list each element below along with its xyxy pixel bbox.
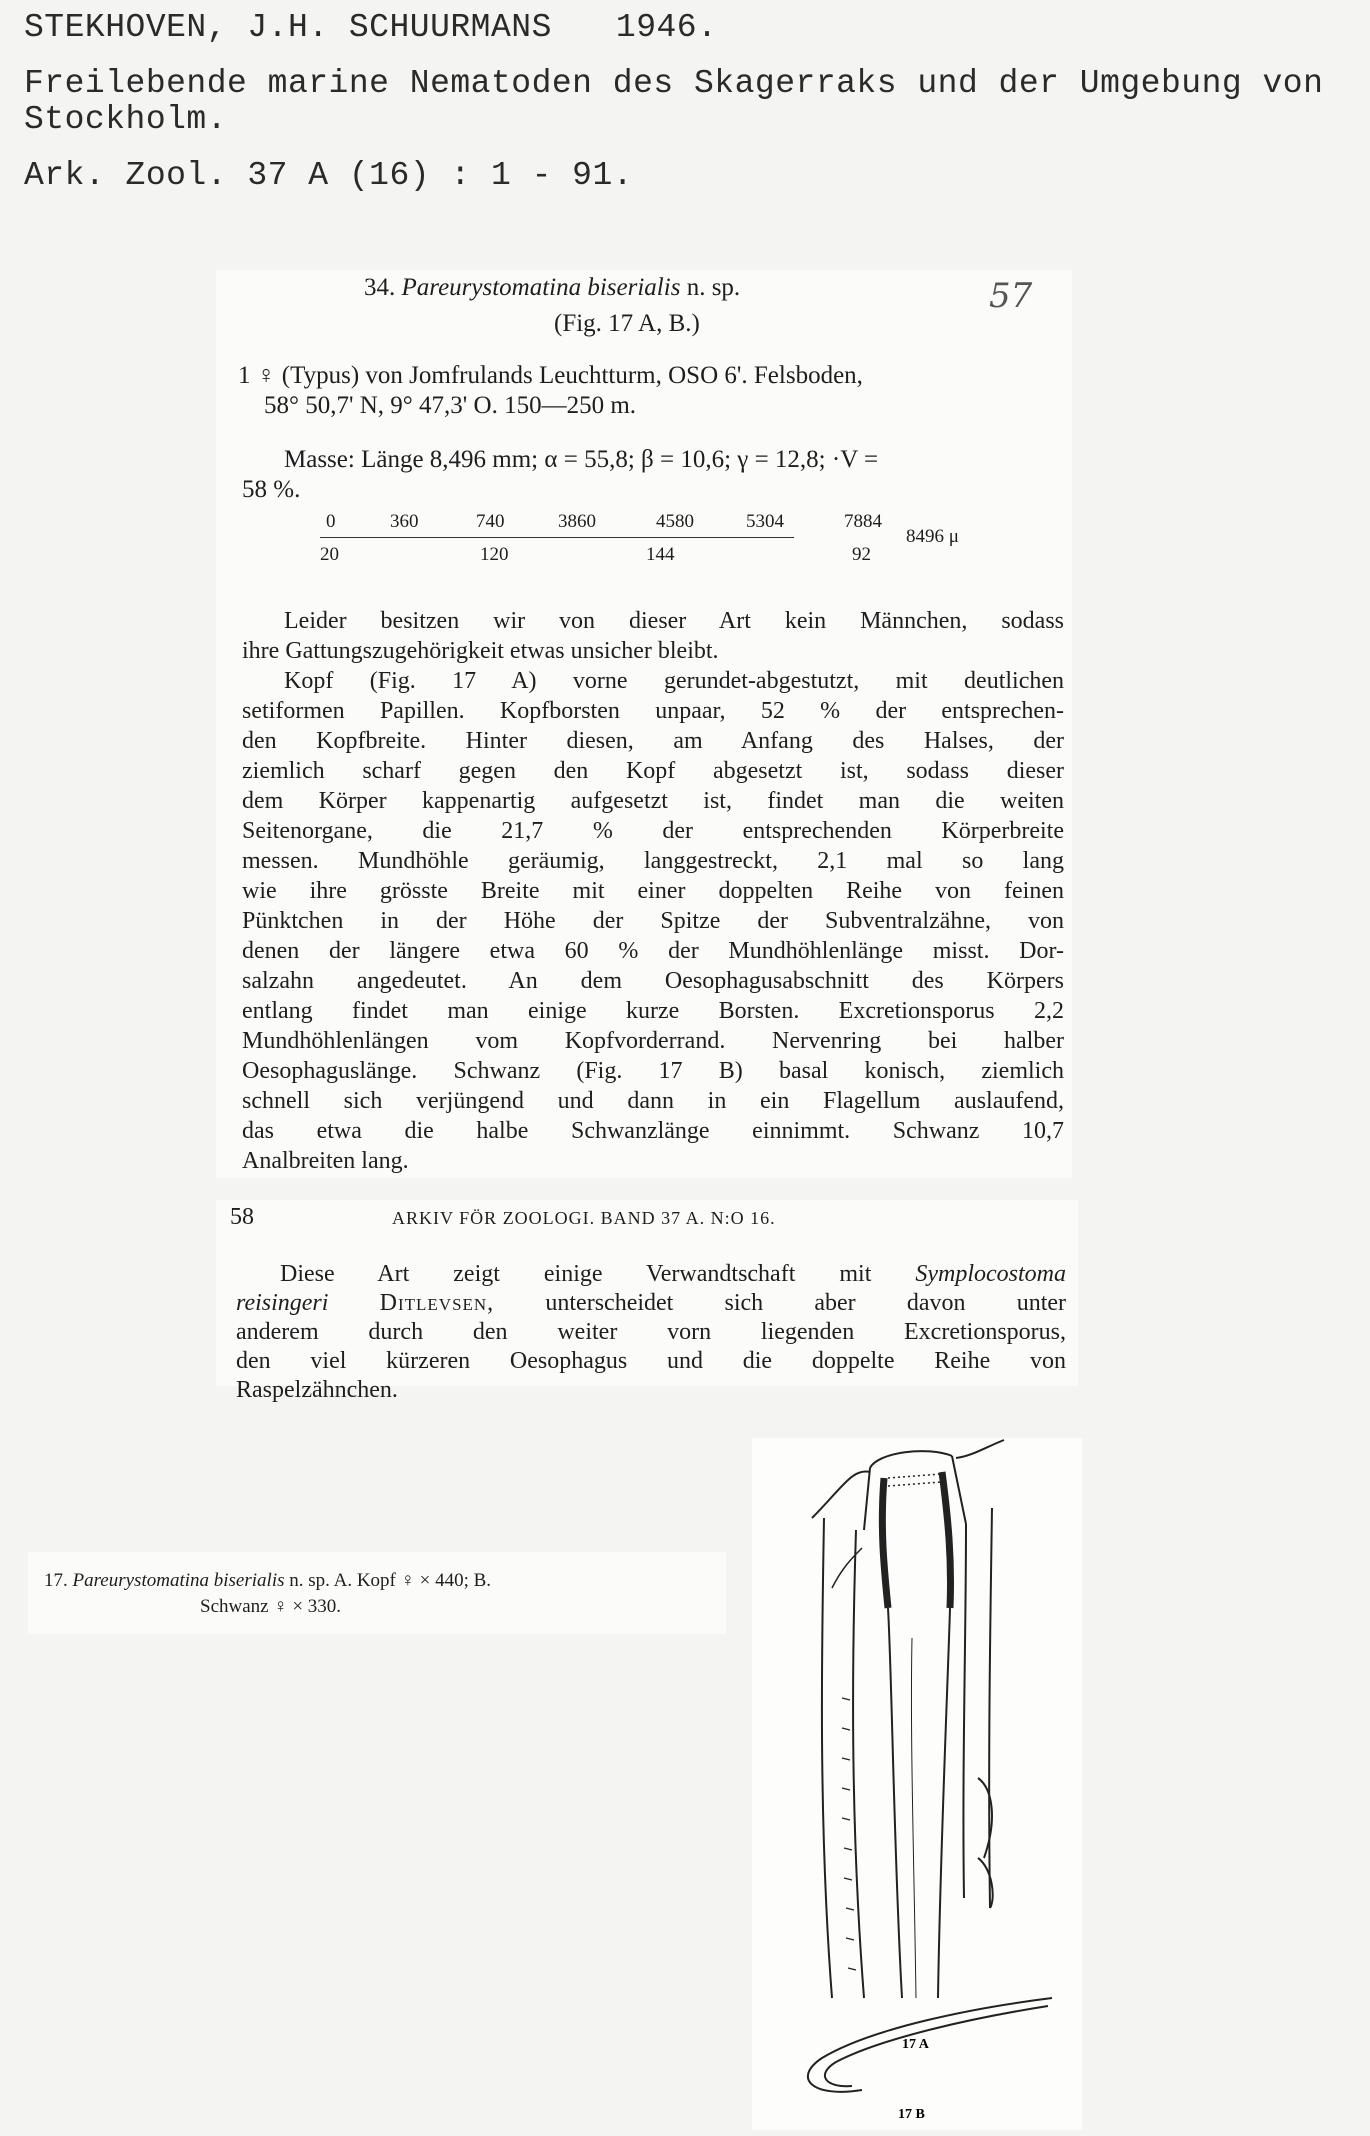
formula-top-value: 0 (326, 511, 336, 532)
paragraph-description (242, 666, 1064, 1176)
head-drawing-17a (812, 1440, 1004, 1998)
formula-top-value: 360 (390, 511, 419, 532)
typed-citation: Ark. Zool. 37 A (16) : 1 - 91. (24, 157, 634, 194)
figure-label-17a: 17 A (902, 2037, 929, 2052)
text-line: salzahn angedeutet. An dem Oesophagusabschnitt des Körpers (242, 968, 1064, 994)
text-line: Pünktchen in der Höhe der Spitze der Subventralzähne, von (242, 908, 1064, 934)
page-number: 58 (230, 1204, 254, 1230)
text-line: dem Körper kappenartig aufgesetzt ist, findet man die weiten (242, 788, 1064, 814)
text-line: Raspelzähnchen. (236, 1377, 398, 1403)
species-suffix: n. sp. (686, 274, 741, 301)
formula-top-value: 5304 (746, 511, 784, 532)
species-number: 34. (364, 274, 396, 301)
typed-title-line-2: Stockholm. (24, 101, 228, 138)
text-line: den Kopfbreite. Hinter diesen, am Anfang des Halses, der (242, 728, 1064, 754)
text-line: entlang findet man einige kurze Borsten. Excretionsporus 2,2 (242, 998, 1064, 1024)
text-line: schnell sich verjüngend und dann in ein Flagellum auslaufend, (242, 1088, 1064, 1114)
text-line: messen. Mundhöhle geräumig, langgestreckt, 2,1 mal so lang (242, 848, 1064, 874)
figure-caption-clipping (28, 1552, 726, 1634)
formula-top-value: 4580 (656, 511, 694, 532)
figure-label-17b: 17 B (898, 2107, 925, 2122)
formula-fraction-bar (320, 537, 794, 538)
formula-bottom-value: 20 (320, 544, 339, 565)
species-description-clipping (216, 270, 1072, 1178)
caption-line-2: Schwanz ♀ × 330. (200, 1596, 342, 1617)
text-line: ziemlich scharf gegen den Kopf abgesetzt ist, sodass dieser (242, 758, 1064, 784)
text-line: denen der längere etwa 60 % der Mundhöhlenlänge misst. Dor- (242, 938, 1064, 964)
locality-line-1: 1 ♀ (Typus) von Jomfrulands Leuchtturm, OSO 6'. Felsboden, (238, 362, 863, 389)
text-line: reisingeri Ditlevsen, unterscheidet sich aber davon unter (236, 1290, 1067, 1316)
typed-authors-line (24, 8, 717, 48)
species-name: Pareurystomatina biserialis (401, 274, 681, 301)
text-line: Diese Art zeigt einige Verwandtschaft mit Symplocostoma (280, 1261, 1066, 1287)
text-line: Mundhöhlenlängen vom Kopfvorderrand. Nervenring bei halber (242, 1028, 1064, 1054)
text-line: Oesophaguslänge. Schwanz (Fig. 17 B) basal konisch, ziemlich (242, 1058, 1064, 1084)
formula-top-value: 7884 (844, 511, 882, 532)
text-line: anderem durch den weiter vorn liegenden Excretionsporus, (236, 1319, 1066, 1345)
formula-bottom-value: 92 (852, 544, 871, 565)
text-line: setiformen Papillen. Kopfborsten unpaar, 52 % der entsprechen- (242, 698, 1064, 724)
comparison-clipping (216, 1200, 1078, 1403)
text-line: wie ihre grösste Breite mit einer doppelten Reihe von feinen (242, 878, 1064, 904)
text-line: Analbreiten lang. (242, 1148, 409, 1174)
authors: STEKHOVEN, J.H. SCHUURMANS (24, 9, 552, 46)
text-line: den viel kürzeren Oesophagus und die doppelte Reihe von (236, 1348, 1066, 1374)
text-line: das etwa die halbe Schwanzlänge einnimmt. Schwanz 10,7 (242, 1118, 1064, 1144)
formula-total: 8496 μ (906, 526, 959, 547)
nematode-drawing (752, 1438, 1082, 2130)
comparison-paragraph (236, 1260, 1066, 1405)
typed-title-line-1: Freilebende marine Nematoden des Skagerraks und der Umgebung von (24, 65, 1324, 102)
locality-line-2: 58° 50,7' N, 9° 47,3' O. 150—250 m. (264, 392, 637, 419)
text-line: ihre Gattungszugehörigkeit etwas unsicher bleibt. (242, 638, 719, 664)
text-line: Kopf (Fig. 17 A) vorne gerundet-abgestutzt, mit deutlichen (284, 668, 1064, 694)
running-title: ARKIV FÖR ZOOLOGI. BAND 37 A. N:O 16. (392, 1208, 776, 1228)
paragraph-no-male (242, 606, 1064, 666)
formula-top-value: 3860 (558, 511, 596, 532)
formula-bottom-value: 120 (480, 544, 509, 565)
text-line: Leider besitzen wir von dieser Art kein Männchen, sodass (284, 608, 1064, 634)
figure-drawing-clipping (752, 1438, 1082, 2130)
tail-drawing-17b (808, 1998, 1052, 2092)
figure-reference: (Fig. 17 A, B.) (554, 310, 700, 337)
handwritten-page-number: 57 (989, 276, 1033, 316)
formula-bottom-value: 144 (646, 544, 675, 565)
caption-line-1: 17. Pareurystomatina biserialis n. sp. A. Kopf ♀ × 440; B. (44, 1570, 492, 1591)
measurements-line-1: Masse: Länge 8,496 mm; α = 55,8; β = 10,6; γ = 12,8; ·V = (284, 446, 879, 473)
species-heading (364, 274, 740, 302)
year: 1946. (615, 9, 718, 46)
formula-top-value: 740 (476, 511, 505, 532)
text-line: Seitenorgane, die 21,7 % der entsprechenden Körperbreite (242, 818, 1064, 844)
measurements-line-2: 58 %. (242, 476, 301, 503)
